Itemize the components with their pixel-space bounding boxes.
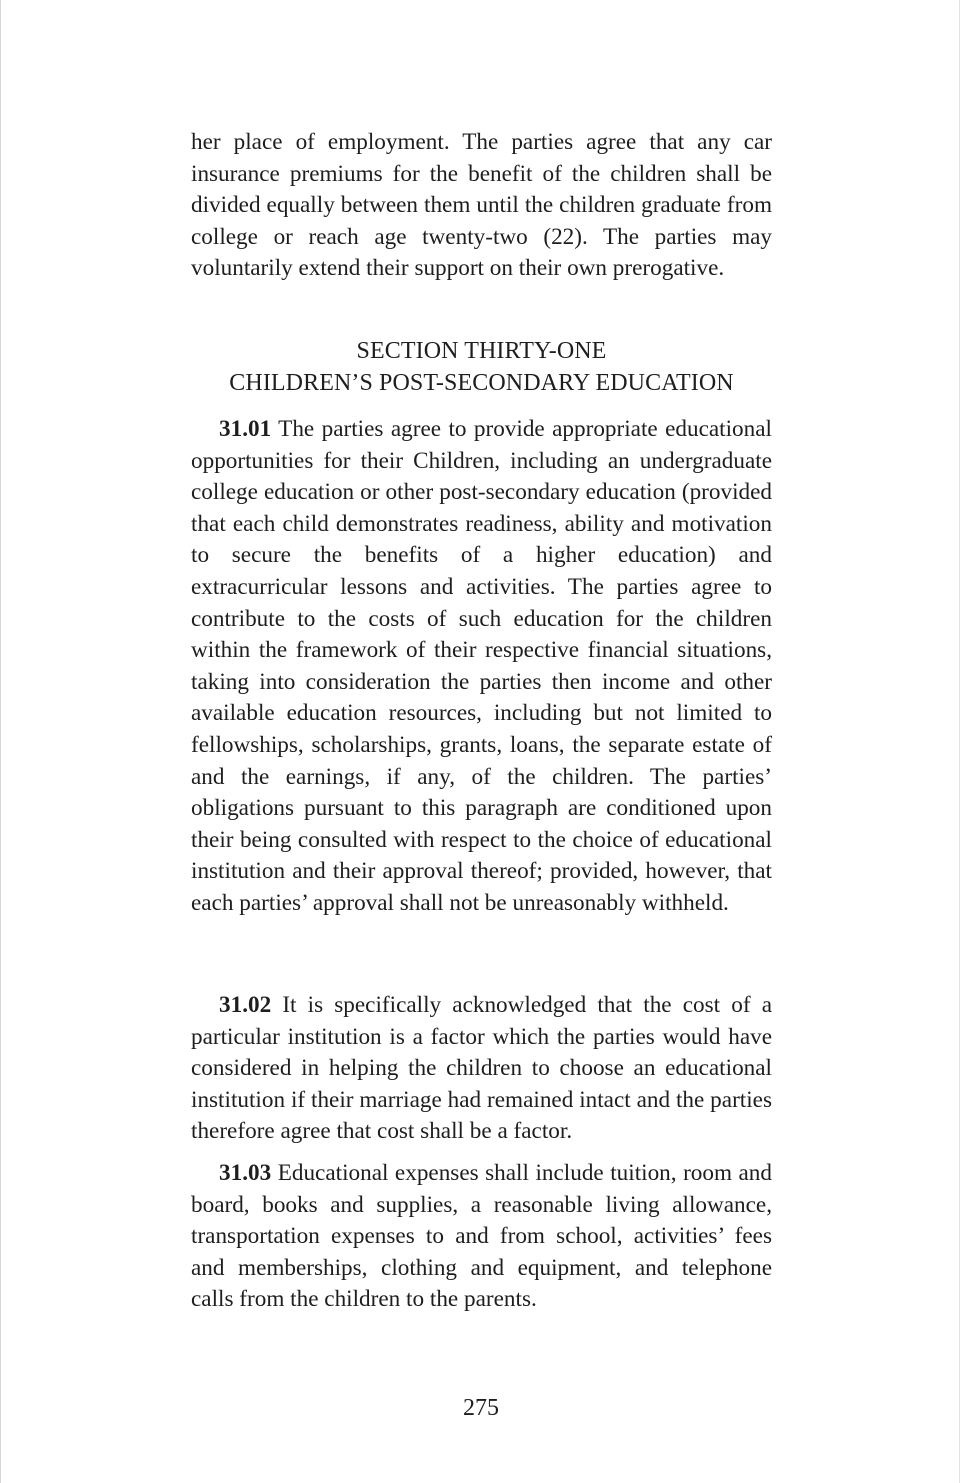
intro-paragraph: her place of employment. The parties agree that any car insurance premiums for the benefit of the children shall be divided equally between them until the children graduate from college or reach age twenty-two (22). The parties may voluntarily extend their support on their own prerogative. <box>191 129 772 282</box>
section-subtitle: CHILDREN’S POST-SECONDARY EDUCATION <box>229 370 734 396</box>
paragraph-31-01 <box>191 414 772 920</box>
section-title: SECTION THIRTY-ONE <box>356 338 607 364</box>
paragraph-text: Educational expenses shall include tuition, room and board, books and supplies, a reasonable living allowance, transportation expenses to and from school, activities’ fees and memberships, clothing and equipment, and telephone calls from the children to the parents. <box>191 1160 772 1313</box>
paragraph-31-03 <box>191 1158 772 1316</box>
paragraph-31-02 <box>191 990 772 1148</box>
paragraph-text: It is specifically acknowledged that the cost of a particular institution is a factor which the parties would have considered in helping the children to choose an educational institution if their marriage had remained intact and the parties therefore agree that cost shall be a factor. <box>191 992 772 1145</box>
section-heading <box>191 335 772 399</box>
paragraph-number: 31.02 <box>219 992 272 1018</box>
paragraph-number: 31.03 <box>219 1160 272 1186</box>
paragraph-text: The parties agree to provide appropriate educational opportunities for their Children, including an undergraduate college education or other post-secondary education (provided that each child demonstrates readiness, ability and motivation to secure the benefits of a higher education) and extracurricular lessons and activities. The parties agree to contribute to the costs of such education for the children within the framework of their respective financial situations, taking into consideration the parties then income and other available education resources, including but not limited to fellowships, scholarships, grants, loans, the separate estate of and the earnings, if any, of the children. The parties’ obligations pursuant to this paragraph are conditioned upon their being consulted with respect to the choice of educational institution and their approval thereof; provided, however, that each parties’ approval shall not be unreasonably withheld. <box>191 416 772 916</box>
page-number: 275 <box>463 1395 499 1421</box>
paragraph-number: 31.01 <box>219 416 272 442</box>
